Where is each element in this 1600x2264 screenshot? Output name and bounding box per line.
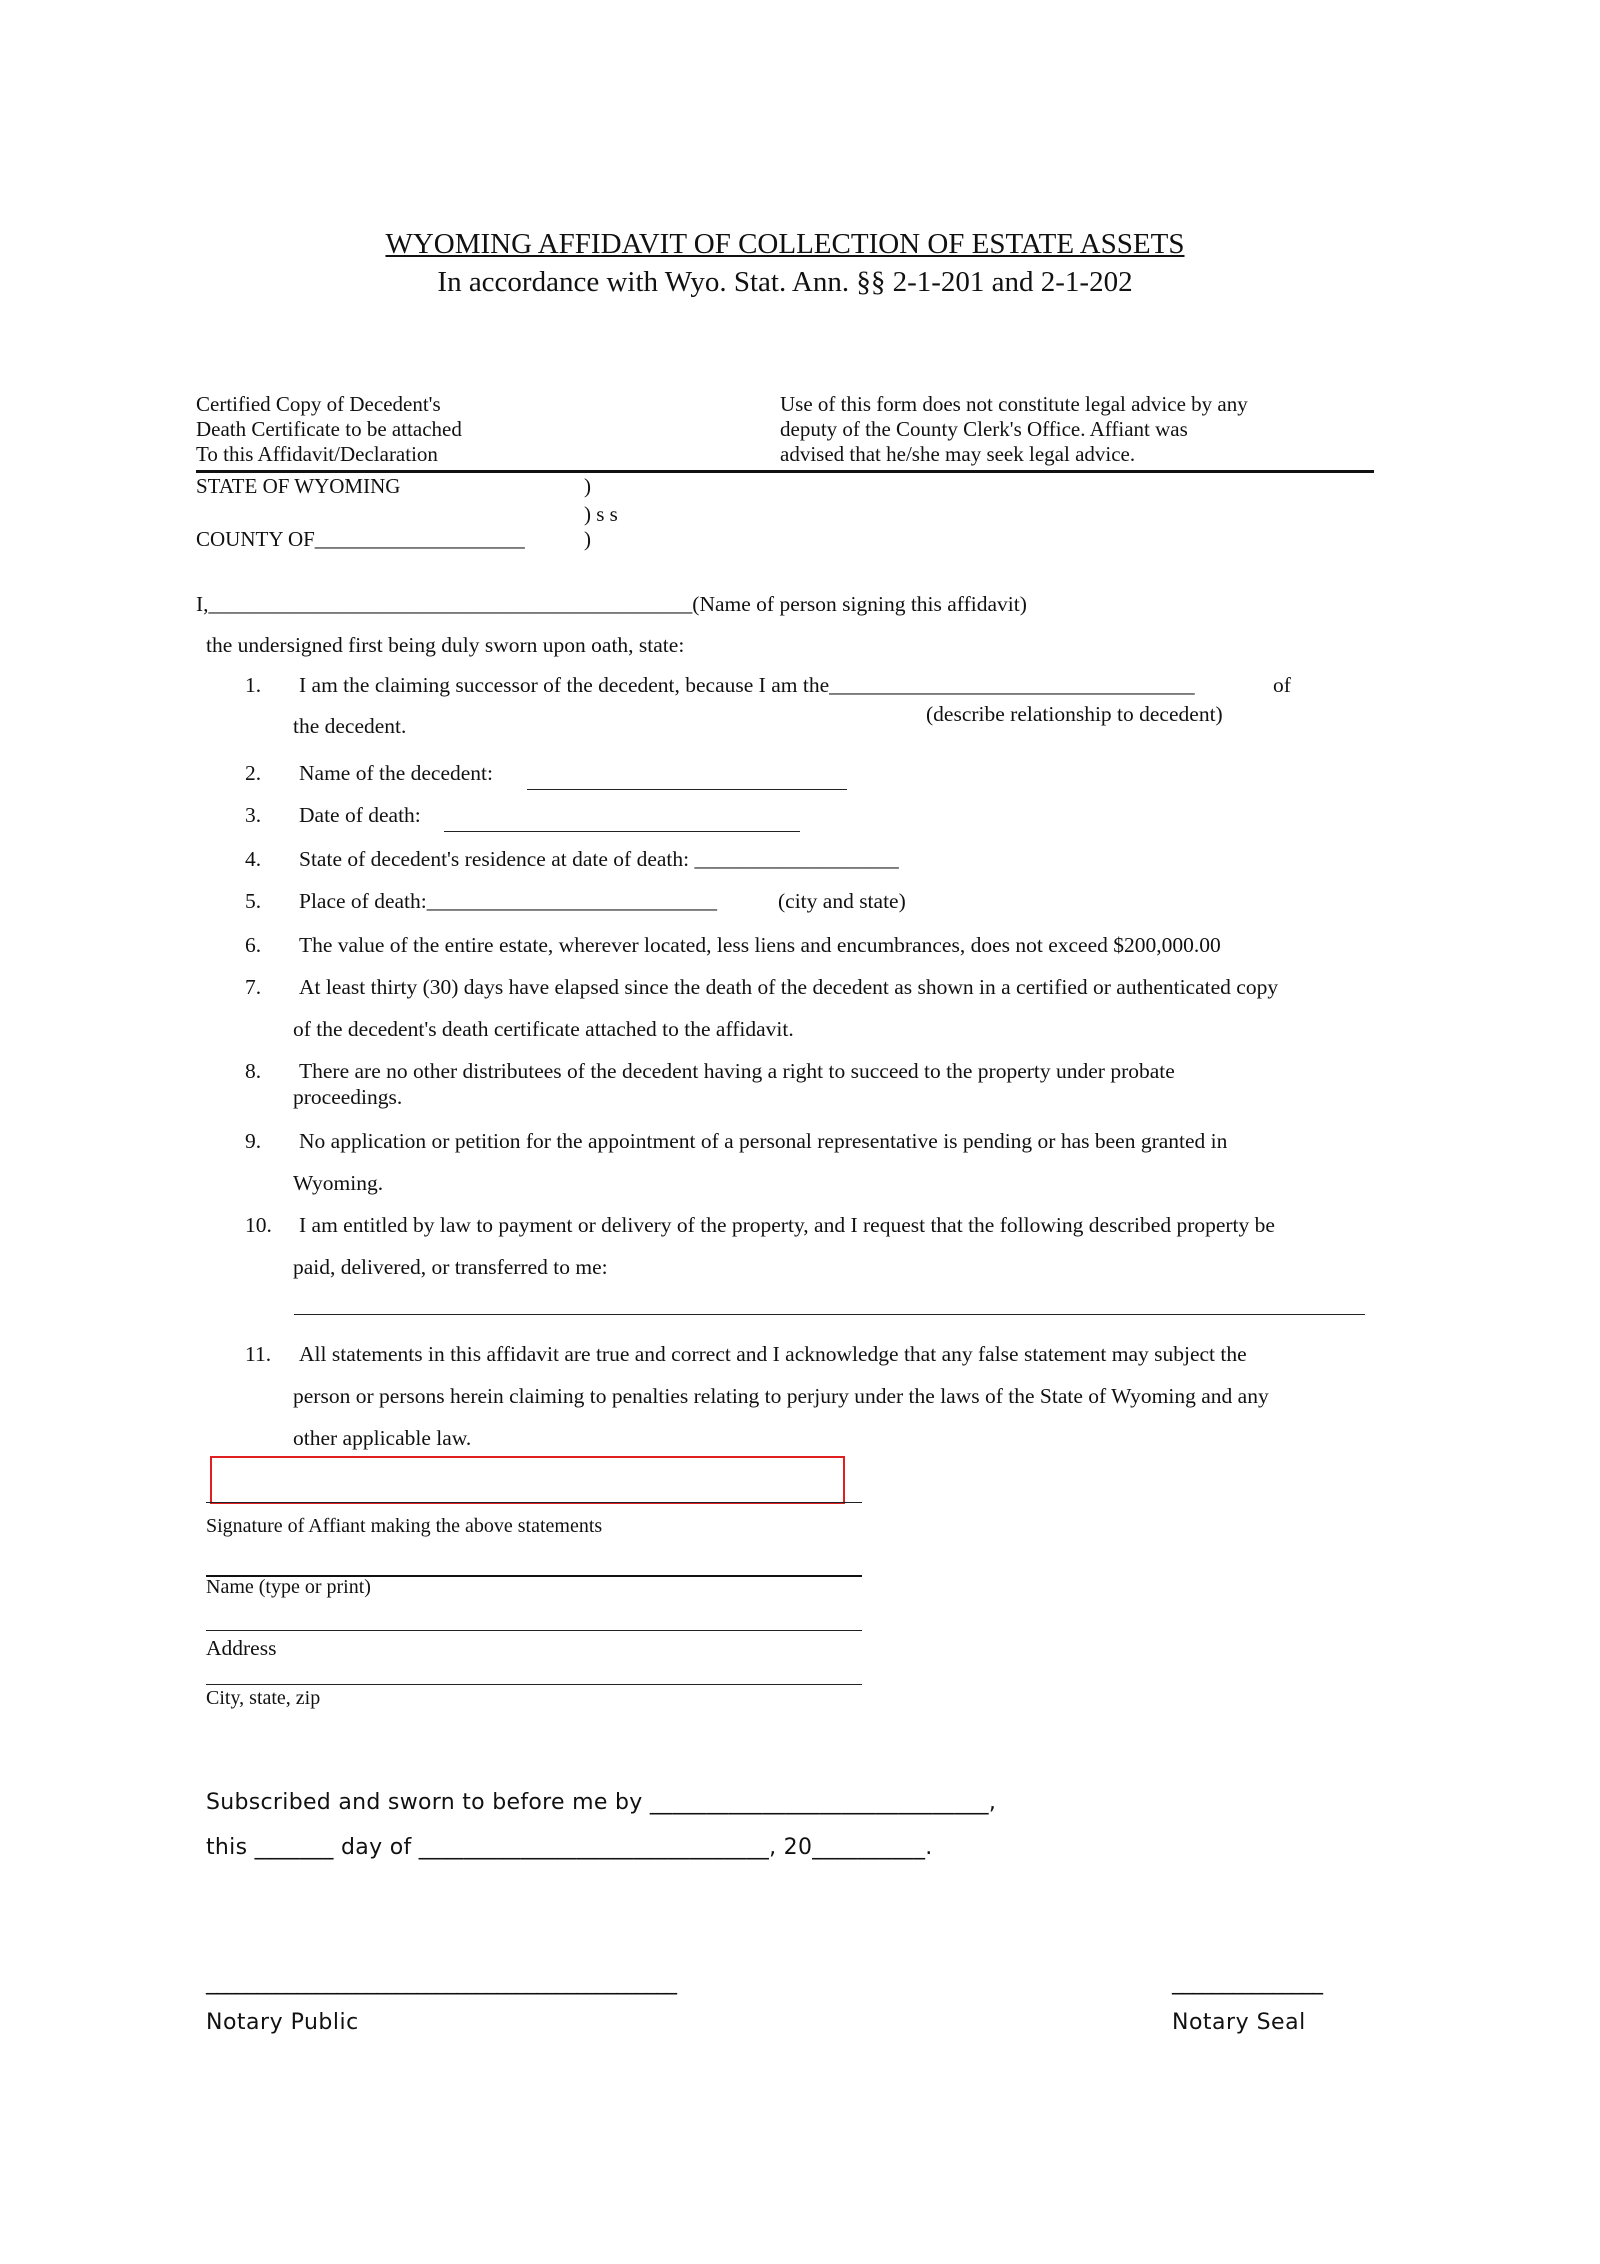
item-5-hint: (city and state) <box>778 889 906 913</box>
signature-label: Signature of Affiant making the above statements <box>206 1515 603 1537</box>
item-5-text[interactable]: Place of death:___________________________ <box>299 889 718 913</box>
address-label: Address <box>206 1636 277 1660</box>
jurat-line-1[interactable]: Subscribed and sworn to before me by ______________________________, <box>206 1790 997 1815</box>
notice-left <box>196 392 462 467</box>
item-11-cont: other applicable law. <box>293 1426 472 1450</box>
item-number: 10. <box>245 1213 272 1237</box>
jurat-line-2[interactable]: this _______ day of _______________________________, 20__________. <box>206 1835 933 1860</box>
notice-left-line: To this Affidavit/Declaration <box>196 442 438 466</box>
venue-county[interactable]: COUNTY OF____________________ <box>196 527 525 551</box>
item-10-text: I am entitled by law to payment or delivery of the property, and I request that the following described property be <box>299 1213 1275 1237</box>
item-9-cont: Wyoming. <box>293 1171 384 1195</box>
document-title: WYOMING AFFIDAVIT OF COLLECTION OF ESTATE ASSETS <box>385 228 1185 260</box>
item-number: 7. <box>245 975 262 999</box>
affiant-name-line[interactable]: I,_____________________________________________(Name of person signing this affidavit) <box>196 592 1027 616</box>
item-number: 6. <box>245 933 262 957</box>
item-11-text: All statements in this affidavit are true and correct and I acknowledge that any false statement may subject the <box>299 1342 1247 1366</box>
item-number: 4. <box>245 847 262 871</box>
notice-left-line: Certified Copy of Decedent's <box>196 392 441 416</box>
decedent-name-field[interactable] <box>527 771 847 790</box>
notary-seal-line[interactable]: _______________ <box>1172 1970 1322 1995</box>
city-state-zip-line[interactable] <box>206 1672 862 1685</box>
item-8-text: There are no other distributees of the decedent having a right to succeed to the property under probate <box>299 1059 1175 1083</box>
item-10-cont: paid, delivered, or transferred to me: <box>293 1255 608 1279</box>
venue-state: STATE OF WYOMING <box>196 474 401 498</box>
notice-left-line: Death Certificate to be attached <box>196 417 462 441</box>
notary-signature-line[interactable]: _______________________________________________ <box>206 1970 676 1995</box>
item-1-cont: the decedent. <box>293 714 407 738</box>
property-description-field[interactable] <box>294 1300 1365 1315</box>
notice-right-line: Use of this form does not constitute legal advice by any <box>780 392 1248 416</box>
notice-right-line: advised that he/she may seek legal advice. <box>780 442 1136 466</box>
venue-paren: ) <box>584 474 591 498</box>
notary-seal-label: Notary Seal <box>1172 2010 1306 2035</box>
item-number: 5. <box>245 889 262 913</box>
item-number: 9. <box>245 1129 262 1153</box>
venue-ss: ) s s <box>584 502 618 526</box>
item-number: 11. <box>245 1342 272 1366</box>
item-7-text: At least thirty (30) days have elapsed since the death of the decedent as shown in a certified or authenticated copy <box>299 975 1279 999</box>
name-label: Name (type or print) <box>206 1576 371 1598</box>
notice-right <box>780 392 1248 467</box>
item-7-cont: of the decedent's death certificate attached to the affidavit. <box>293 1017 794 1041</box>
item-11-cont: person or persons herein claiming to penalties relating to perjury under the laws of the State of Wyoming and any <box>293 1384 1269 1408</box>
item-1-hint: (describe relationship to decedent) <box>926 702 1223 726</box>
item-2-text: Name of the decedent: <box>299 761 494 785</box>
document-subtitle: In accordance with Wyo. Stat. Ann. §§ 2-1-201 and 2-1-202 <box>437 266 1133 298</box>
item-number: 2. <box>245 761 262 785</box>
date-of-death-field[interactable] <box>444 813 800 832</box>
item-3-text: Date of death: <box>299 803 421 827</box>
item-number: 3. <box>245 803 262 827</box>
address-line[interactable] <box>206 1618 862 1631</box>
item-8-cont: proceedings. <box>293 1085 403 1109</box>
notary-public-label: Notary Public <box>206 2010 359 2035</box>
city-state-zip-label: City, state, zip <box>206 1687 321 1709</box>
item-4-text[interactable]: State of decedent's residence at date of death: ___________________ <box>299 847 899 871</box>
item-number: 1. <box>245 673 262 697</box>
item-number: 8. <box>245 1059 262 1083</box>
notice-right-line: deputy of the County Clerk's Office. Affiant was <box>780 417 1188 441</box>
sworn-statement: the undersigned first being duly sworn upon oath, state: <box>206 633 685 657</box>
item-6-text: The value of the entire estate, wherever located, less liens and encumbrances, does not exceed $200,000.00 <box>299 933 1221 957</box>
venue-paren-close: ) <box>584 527 591 551</box>
item-1-text[interactable]: I am the claiming successor of the decedent, because I am the__________________________________ <box>299 673 1195 697</box>
item-9-text: No application or petition for the appointment of a personal representative is pending or has been granted in <box>299 1129 1228 1153</box>
header-divider <box>196 470 1374 473</box>
signature-line[interactable] <box>206 1490 862 1503</box>
item-1-of: of <box>1273 673 1291 697</box>
